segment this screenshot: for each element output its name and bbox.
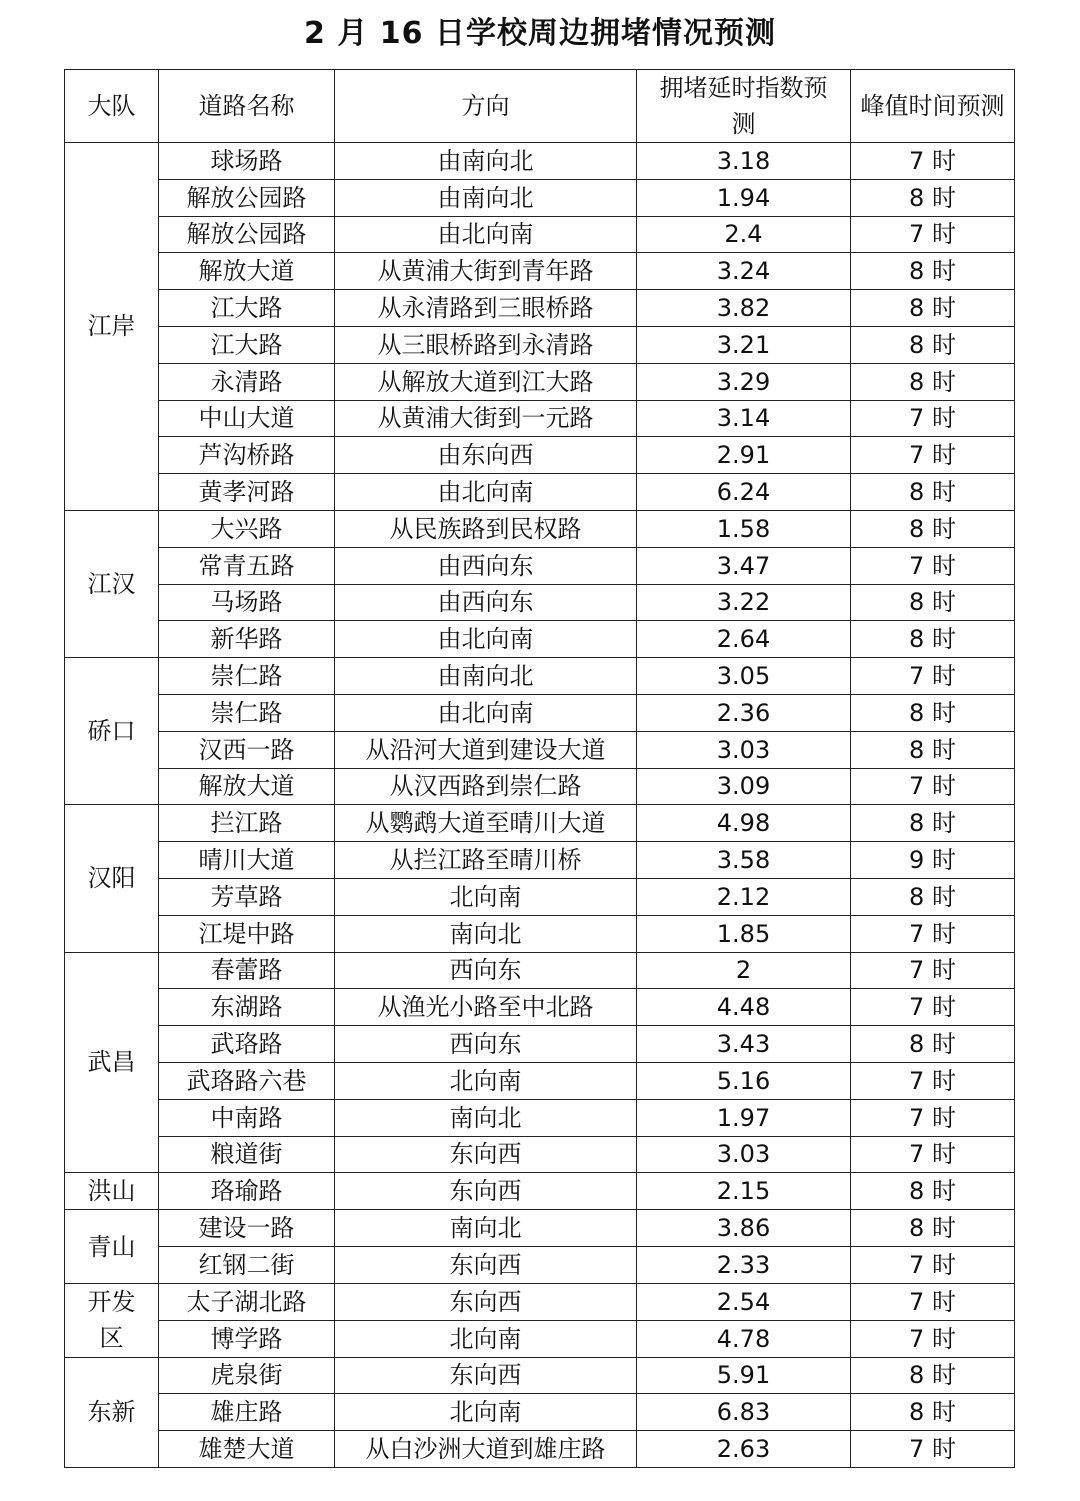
index-cell: 1.58 xyxy=(637,510,851,547)
index-cell: 6.24 xyxy=(637,474,851,511)
table-row xyxy=(65,584,1015,621)
table-row xyxy=(65,474,1015,511)
road-cell: 晴川大道 xyxy=(159,842,335,879)
peak-cell: 7 时 xyxy=(851,547,1015,584)
direction-cell: 东向西 xyxy=(335,1283,637,1320)
table-row xyxy=(65,290,1015,327)
table-row xyxy=(65,621,1015,658)
direction-cell: 从解放大道到江大路 xyxy=(335,363,637,400)
table-row xyxy=(65,989,1015,1026)
brigade-label: 汉阳 xyxy=(87,864,136,893)
peak-cell: 8 时 xyxy=(851,1357,1015,1394)
road-cell: 珞瑜路 xyxy=(159,1173,335,1210)
road-cell: 虎泉街 xyxy=(159,1357,335,1394)
header-peak-label: 峰值时间预测 xyxy=(860,92,1005,120)
road-cell: 崇仁路 xyxy=(159,694,335,731)
table-row xyxy=(65,547,1015,584)
header-peak xyxy=(851,70,1015,143)
table-row xyxy=(65,1026,1015,1063)
road-cell: 常青五路 xyxy=(159,547,335,584)
direction-cell: 东向西 xyxy=(335,1173,637,1210)
direction-cell: 由北向南 xyxy=(335,621,637,658)
direction-cell: 由东向西 xyxy=(335,437,637,474)
index-cell: 3.82 xyxy=(637,290,851,327)
index-cell: 4.48 xyxy=(637,989,851,1026)
road-cell: 东湖路 xyxy=(159,989,335,1026)
index-cell: 2.63 xyxy=(637,1431,851,1468)
peak-cell: 7 时 xyxy=(851,1136,1015,1173)
direction-cell: 由西向东 xyxy=(335,547,637,584)
road-cell: 中山大道 xyxy=(159,400,335,437)
peak-cell: 7 时 xyxy=(851,658,1015,695)
direction-cell: 由南向北 xyxy=(335,658,637,695)
direction-cell: 从白沙洲大道到雄庄路 xyxy=(335,1431,637,1468)
peak-cell: 8 时 xyxy=(851,474,1015,511)
peak-cell: 7 时 xyxy=(851,1320,1015,1357)
peak-cell: 8 时 xyxy=(851,584,1015,621)
table-row xyxy=(65,952,1015,989)
road-cell: 江大路 xyxy=(159,326,335,363)
index-cell: 4.98 xyxy=(637,805,851,842)
peak-cell: 7 时 xyxy=(851,989,1015,1026)
peak-cell: 8 时 xyxy=(851,694,1015,731)
direction-cell: 从汉西路到崇仁路 xyxy=(335,768,637,805)
table-row xyxy=(65,216,1015,253)
table-row xyxy=(65,694,1015,731)
direction-cell: 东向西 xyxy=(335,1247,637,1284)
road-cell: 红钢二街 xyxy=(159,1247,335,1284)
brigade-cell xyxy=(65,952,159,1173)
direction-cell: 从永清路到三眼桥路 xyxy=(335,290,637,327)
road-cell: 芳草路 xyxy=(159,878,335,915)
road-cell: 崇仁路 xyxy=(159,658,335,695)
peak-cell: 8 时 xyxy=(851,253,1015,290)
index-cell: 3.86 xyxy=(637,1210,851,1247)
road-cell: 解放大道 xyxy=(159,768,335,805)
index-cell: 3.03 xyxy=(637,731,851,768)
peak-cell: 7 时 xyxy=(851,143,1015,180)
brigade-cell xyxy=(65,510,159,657)
road-cell: 拦江路 xyxy=(159,805,335,842)
table-row xyxy=(65,326,1015,363)
table-row xyxy=(65,1099,1015,1136)
direction-cell: 南向北 xyxy=(335,915,637,952)
peak-cell: 8 时 xyxy=(851,326,1015,363)
table-row xyxy=(65,1210,1015,1247)
table-row xyxy=(65,143,1015,180)
peak-cell: 7 时 xyxy=(851,1283,1015,1320)
road-cell: 春蕾路 xyxy=(159,952,335,989)
direction-cell: 从黄浦大街到一元路 xyxy=(335,400,637,437)
direction-cell: 从三眼桥路到永清路 xyxy=(335,326,637,363)
index-cell: 2.36 xyxy=(637,694,851,731)
table-row xyxy=(65,1320,1015,1357)
header-brigade: 大队 xyxy=(65,70,159,143)
direction-cell: 东向西 xyxy=(335,1136,637,1173)
peak-cell: 9 时 xyxy=(851,842,1015,879)
table-row xyxy=(65,400,1015,437)
index-cell: 3.14 xyxy=(637,400,851,437)
direction-cell: 北向南 xyxy=(335,1394,637,1431)
brigade-cell xyxy=(65,1357,159,1467)
direction-cell: 南向北 xyxy=(335,1210,637,1247)
index-cell: 3.58 xyxy=(637,842,851,879)
road-cell: 江大路 xyxy=(159,290,335,327)
peak-cell: 7 时 xyxy=(851,437,1015,474)
index-cell: 3.05 xyxy=(637,658,851,695)
road-cell: 雄庄路 xyxy=(159,1394,335,1431)
index-cell: 3.43 xyxy=(637,1026,851,1063)
table-row xyxy=(65,437,1015,474)
index-cell: 2.15 xyxy=(637,1173,851,1210)
brigade-label: 江岸 xyxy=(87,312,136,341)
brigade-label: 开发区 xyxy=(87,1288,136,1353)
brigade-cell xyxy=(65,658,159,805)
brigade-label: 洪山 xyxy=(87,1177,136,1206)
brigade-cell xyxy=(65,1173,159,1210)
table-row xyxy=(65,179,1015,216)
direction-cell: 从渔光小路至中北路 xyxy=(335,989,637,1026)
road-cell: 太子湖北路 xyxy=(159,1283,335,1320)
brigade-label: 江汉 xyxy=(87,570,136,599)
peak-cell: 8 时 xyxy=(851,179,1015,216)
peak-cell: 8 时 xyxy=(851,1394,1015,1431)
table-row xyxy=(65,915,1015,952)
road-cell: 解放公园路 xyxy=(159,179,335,216)
road-cell: 博学路 xyxy=(159,1320,335,1357)
brigade-label: 东新 xyxy=(87,1398,136,1427)
road-cell: 汉西一路 xyxy=(159,731,335,768)
peak-cell: 7 时 xyxy=(851,952,1015,989)
index-cell: 3.22 xyxy=(637,584,851,621)
road-cell: 解放大道 xyxy=(159,253,335,290)
direction-cell: 由北向南 xyxy=(335,694,637,731)
header-index-label: 拥堵延时指数预测 xyxy=(659,74,828,138)
table-row xyxy=(65,805,1015,842)
index-cell: 1.94 xyxy=(637,179,851,216)
index-cell: 3.18 xyxy=(637,143,851,180)
road-cell: 解放公园路 xyxy=(159,216,335,253)
peak-cell: 8 时 xyxy=(851,363,1015,400)
index-cell: 2.54 xyxy=(637,1283,851,1320)
table-row xyxy=(65,1136,1015,1173)
road-cell: 球场路 xyxy=(159,143,335,180)
peak-cell: 8 时 xyxy=(851,1173,1015,1210)
table-row xyxy=(65,842,1015,879)
table-row xyxy=(65,510,1015,547)
table-row xyxy=(65,731,1015,768)
road-cell: 黄孝河路 xyxy=(159,474,335,511)
direction-cell: 由北向南 xyxy=(335,216,637,253)
index-cell: 2.12 xyxy=(637,878,851,915)
table-header-row xyxy=(65,70,1015,143)
table-row xyxy=(65,658,1015,695)
table-row xyxy=(65,1394,1015,1431)
index-cell: 2.4 xyxy=(637,216,851,253)
page-title: 2 月 16 日学校周边拥堵情况预测 xyxy=(304,16,776,51)
table-row xyxy=(65,253,1015,290)
direction-cell: 西向东 xyxy=(335,1026,637,1063)
direction-cell: 由西向东 xyxy=(335,584,637,621)
direction-cell: 从沿河大道到建设大道 xyxy=(335,731,637,768)
peak-cell: 7 时 xyxy=(851,216,1015,253)
road-cell: 粮道街 xyxy=(159,1136,335,1173)
peak-cell: 8 时 xyxy=(851,731,1015,768)
index-cell: 1.97 xyxy=(637,1099,851,1136)
index-cell: 2 xyxy=(637,952,851,989)
table-row xyxy=(65,1357,1015,1394)
index-cell: 5.91 xyxy=(637,1357,851,1394)
index-cell: 2.64 xyxy=(637,621,851,658)
peak-cell: 8 时 xyxy=(851,878,1015,915)
index-cell: 3.09 xyxy=(637,768,851,805)
index-cell: 3.29 xyxy=(637,363,851,400)
peak-cell: 8 时 xyxy=(851,805,1015,842)
congestion-forecast-table xyxy=(64,69,1015,1468)
peak-cell: 7 时 xyxy=(851,1062,1015,1099)
brigade-cell xyxy=(65,805,159,952)
direction-cell: 北向南 xyxy=(335,878,637,915)
road-cell: 马场路 xyxy=(159,584,335,621)
peak-cell: 7 时 xyxy=(851,1247,1015,1284)
header-index xyxy=(637,70,851,143)
road-cell: 大兴路 xyxy=(159,510,335,547)
direction-cell: 北向南 xyxy=(335,1062,637,1099)
peak-cell: 8 时 xyxy=(851,1026,1015,1063)
index-cell: 2.91 xyxy=(637,437,851,474)
brigade-label: 硚口 xyxy=(87,717,136,746)
direction-cell: 东向西 xyxy=(335,1357,637,1394)
direction-cell: 从民族路到民权路 xyxy=(335,510,637,547)
index-cell: 6.83 xyxy=(637,1394,851,1431)
road-cell: 建设一路 xyxy=(159,1210,335,1247)
peak-cell: 7 时 xyxy=(851,768,1015,805)
index-cell: 2.33 xyxy=(637,1247,851,1284)
peak-cell: 8 时 xyxy=(851,621,1015,658)
table-row xyxy=(65,1283,1015,1320)
peak-cell: 8 时 xyxy=(851,1210,1015,1247)
road-cell: 中南路 xyxy=(159,1099,335,1136)
direction-cell: 南向北 xyxy=(335,1099,637,1136)
index-cell: 5.16 xyxy=(637,1062,851,1099)
direction-cell: 由南向北 xyxy=(335,179,637,216)
road-cell: 武珞路 xyxy=(159,1026,335,1063)
peak-cell: 8 时 xyxy=(851,510,1015,547)
header-direction: 方向 xyxy=(335,70,637,143)
index-cell: 3.24 xyxy=(637,253,851,290)
direction-cell: 从黄浦大街到青年路 xyxy=(335,253,637,290)
brigade-cell xyxy=(65,1283,159,1357)
direction-cell: 由北向南 xyxy=(335,474,637,511)
index-cell: 3.47 xyxy=(637,547,851,584)
direction-cell: 从拦江路至晴川桥 xyxy=(335,842,637,879)
direction-cell: 由南向北 xyxy=(335,143,637,180)
road-cell: 武珞路六巷 xyxy=(159,1062,335,1099)
index-cell: 4.78 xyxy=(637,1320,851,1357)
header-road: 道路名称 xyxy=(159,70,335,143)
road-cell: 江堤中路 xyxy=(159,915,335,952)
table-row xyxy=(65,878,1015,915)
table-row xyxy=(65,1173,1015,1210)
road-cell: 新华路 xyxy=(159,621,335,658)
road-cell: 雄楚大道 xyxy=(159,1431,335,1468)
table-row xyxy=(65,1247,1015,1284)
brigade-cell xyxy=(65,1210,159,1284)
road-cell: 永清路 xyxy=(159,363,335,400)
peak-cell: 8 时 xyxy=(851,290,1015,327)
direction-cell: 西向东 xyxy=(335,952,637,989)
table-row xyxy=(65,1062,1015,1099)
peak-cell: 7 时 xyxy=(851,1099,1015,1136)
peak-cell: 7 时 xyxy=(851,400,1015,437)
table-row xyxy=(65,363,1015,400)
index-cell: 3.21 xyxy=(637,326,851,363)
peak-cell: 7 时 xyxy=(851,915,1015,952)
index-cell: 3.03 xyxy=(637,1136,851,1173)
road-cell: 芦沟桥路 xyxy=(159,437,335,474)
table-row xyxy=(65,768,1015,805)
direction-cell: 北向南 xyxy=(335,1320,637,1357)
brigade-label: 武昌 xyxy=(87,1048,136,1077)
direction-cell: 从鹦鹉大道至晴川大道 xyxy=(335,805,637,842)
peak-cell: 7 时 xyxy=(851,1431,1015,1468)
table-row xyxy=(65,1431,1015,1468)
brigade-cell xyxy=(65,143,159,511)
brigade-label: 青山 xyxy=(87,1232,136,1261)
index-cell: 1.85 xyxy=(637,915,851,952)
table-body xyxy=(65,143,1015,1468)
